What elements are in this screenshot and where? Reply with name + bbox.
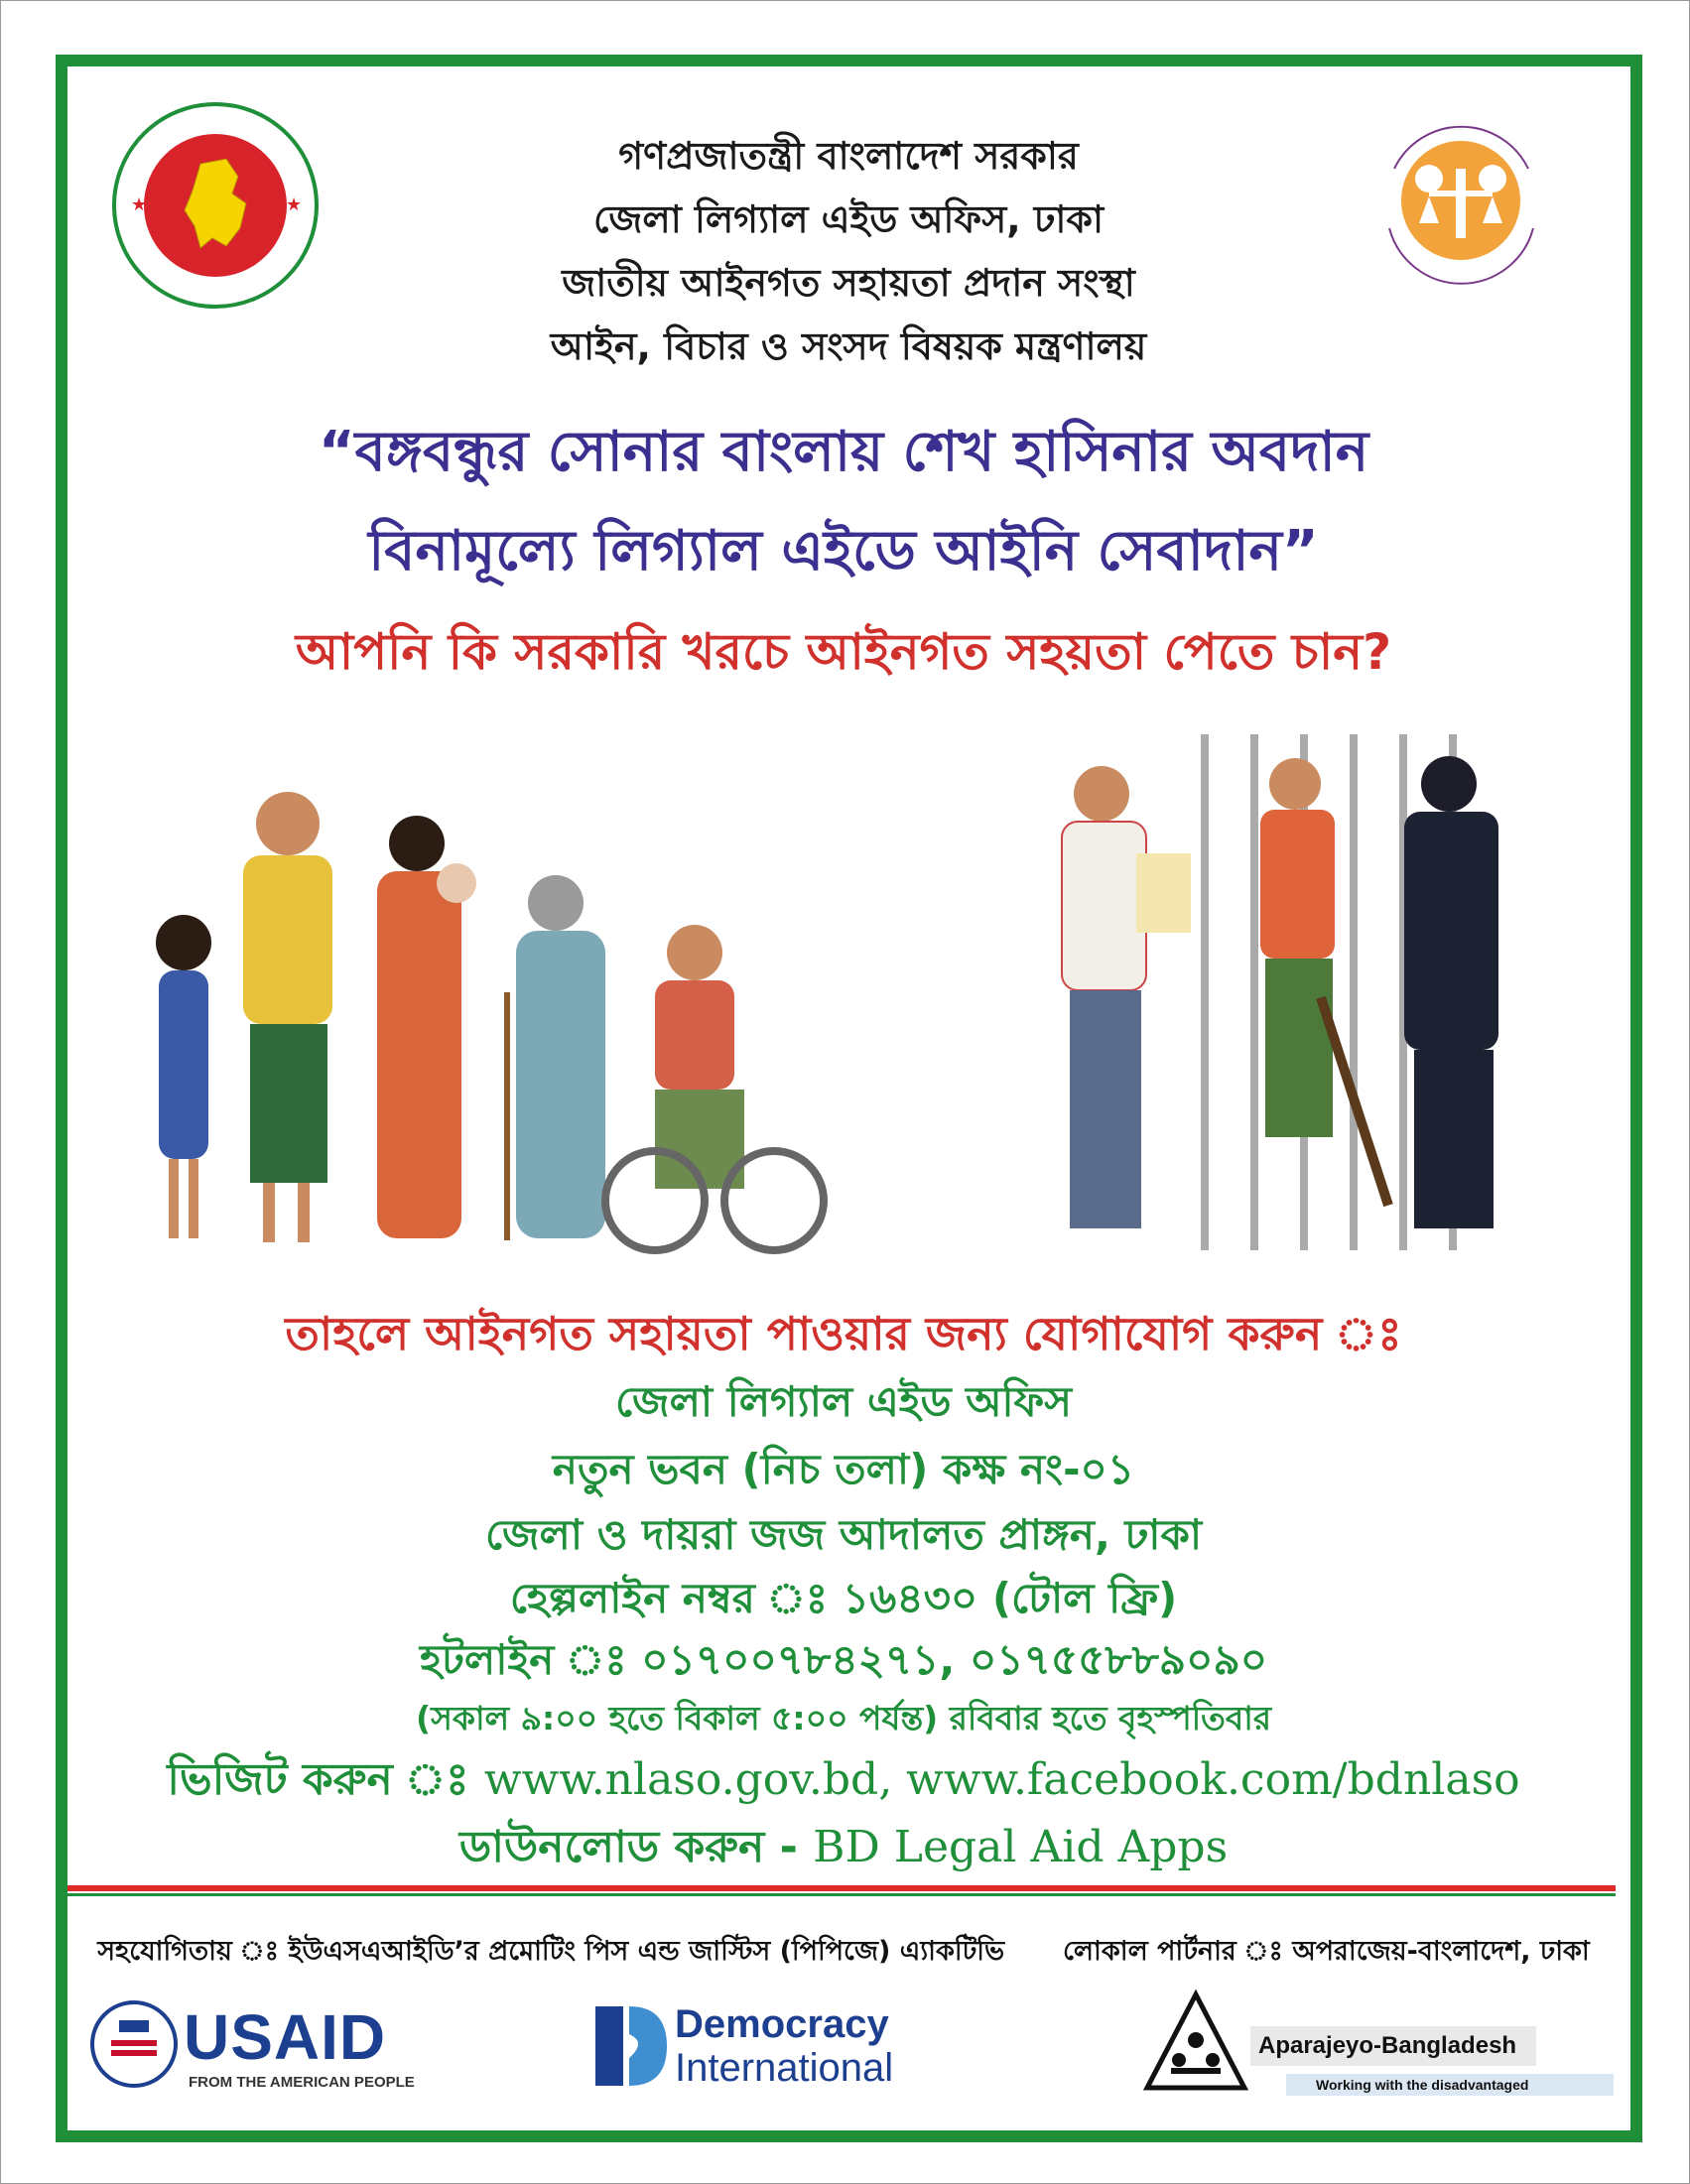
court-address: জেলা ও দায়রা জজ আদালত প্রাঙ্গন, ঢাকা — [484, 1510, 1203, 1559]
footer-divider-green — [67, 1893, 1616, 1896]
people-illustration — [139, 734, 858, 1270]
usaid-logo — [89, 1994, 427, 2099]
visit-urls-link[interactable]: www.nlaso.gov.bd, www.facebook.com/bdnlaso — [483, 1754, 1520, 1805]
di-mark-icon — [595, 2006, 667, 2086]
usaid-seal-icon — [89, 1994, 179, 2094]
download-label: ডাউনলোড করুন - — [458, 1822, 814, 1872]
footer-divider-red — [67, 1885, 1616, 1891]
man-figure — [243, 792, 332, 1242]
office-name: জেলা লিগ্যাল এইড অফিস — [615, 1377, 1072, 1426]
office-hours: (সকাল ৯:০০ হতে বিকাল ৫:০০ পর্যন্ত) রবিবার হতে বৃহস্পতিবার — [416, 1699, 1271, 1737]
visit-line — [119, 1746, 1568, 1819]
room-number: নতুন ভবন (নিচ তলা) কক্ষ নং-০১ — [552, 1445, 1135, 1493]
democracy-international-logo — [595, 2002, 953, 2092]
slogan-line-1: “বঙ্গবন্ধুর সোনার বাংলায় শেখ হাসিনার অবদান — [318, 420, 1369, 484]
jail-legal-aid-illustration — [1052, 734, 1528, 1270]
header-line-1: গণপ্রজাতন্ত্রী বাংলাদেশ সরকার — [618, 134, 1079, 178]
svg-text:★: ★ — [286, 194, 303, 215]
aparajeyo-bangladesh-logo — [1141, 1989, 1598, 2103]
old-woman-figure — [504, 875, 605, 1240]
download-line — [119, 1814, 1568, 1886]
usaid-tagline: FROM THE AMERICAN PEOPLE — [189, 2074, 415, 2091]
contact-heading: তাহলে আইনগত সহায়তা পাওয়ার জন্য যোগাযোগ করুন ঃ — [285, 1307, 1402, 1360]
woman-figure — [377, 816, 476, 1238]
helpline-number: হেল্পলাইন নম্বর ঃ ১৬৪৩০ (টোল ফ্রি) — [509, 1574, 1178, 1622]
header-line-3: জাতীয় আইনগত সহায়তা প্রদান সংস্থা — [562, 261, 1135, 305]
girl-figure — [156, 915, 211, 1238]
aparajeyo-tagline: Working with the disadvantaged — [1286, 2074, 1614, 2096]
partners-line — [79, 1931, 1608, 1976]
slogan-line-2: বিনামূল্যে লিগ্যাল এইডে আইনি সেবাদান” — [368, 519, 1319, 583]
download-app-link[interactable]: BD Legal Aid Apps — [813, 1822, 1229, 1872]
di-wordmark-line2: International — [675, 2046, 894, 2090]
prisoner-figure — [1260, 758, 1335, 1137]
nlaso-logo-icon — [1360, 99, 1563, 303]
visit-label: ভিজিট করুন ঃ — [167, 1754, 484, 1805]
question-heading: আপনি কি সরকারি খরচে আইনগত সহয়তা পেতে চান? — [295, 623, 1392, 681]
svg-text:★: ★ — [131, 194, 148, 215]
di-wordmark-line1: Democracy — [675, 2002, 889, 2046]
local-partner-credit: লোকাল পার্টনার ঃ অপরাজেয়-বাংলাদেশ, ঢাকা — [1062, 1936, 1590, 1967]
bangladesh-government-seal-icon — [109, 99, 323, 313]
aparajeyo-name: Aparajeyo-Bangladesh — [1250, 2026, 1536, 2066]
usaid-wordmark: USAID — [184, 2001, 387, 2073]
header-line-4: আইন, বিচার ও সংসদ বিষয়ক মন্ত্রণালয় — [550, 324, 1147, 368]
support-credit: সহযোগিতায় ঃ ইউএসএআইডি’র প্রমোটিং পিস এন্ড জাস্টিস (পিপিজে) এ্যাকটিভি — [97, 1936, 1005, 1967]
aparajeyo-triangle-icon — [1141, 1989, 1250, 2098]
lawyer-figure — [1062, 766, 1191, 1228]
hotline-numbers: হটলাইন ঃ ০১৭০০৭৮৪২৭১, ০১৭৫৫৮৮৯০৯০ — [419, 1635, 1268, 1684]
wheelchair-man-figure — [605, 925, 824, 1250]
header-line-2: জেলা লিগ্যাল এইড অফিস, ঢাকা — [593, 197, 1104, 241]
guard-figure — [1316, 756, 1498, 1228]
